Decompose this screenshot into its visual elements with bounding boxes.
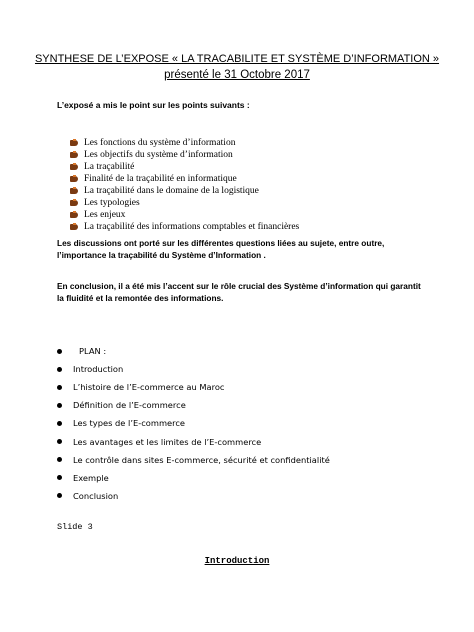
hand-pointer-icon xyxy=(70,223,78,231)
intro-text: L’exposé a mis le point sur les points suivants : xyxy=(57,100,250,110)
list-item xyxy=(57,487,330,505)
slide-label: Slide 3 xyxy=(57,522,93,532)
plan-item-label: Le contrôle dans sites E-commerce, sécurité et confidentialité xyxy=(73,454,330,465)
hand-pointer-icon xyxy=(70,139,78,147)
hand-pointer-icon xyxy=(70,211,78,219)
list-item xyxy=(70,161,299,173)
list-item xyxy=(57,451,330,469)
hand-pointer-icon xyxy=(70,151,78,159)
bullet-icon xyxy=(57,385,62,390)
list-item xyxy=(57,396,330,414)
conclusion-paragraph: En conclusion, il a été mis l’accent sur le rôle crucial des Système d’information qui garantit la fluidité et la remontée des informations. xyxy=(57,281,421,303)
list-item xyxy=(70,197,299,209)
discussion-paragraph: Les discussions ont porté sur les différentes questions liées au sujete, entre outre, l’importance la traçabilité du Système d’Information . xyxy=(57,238,385,260)
bullet-icon xyxy=(57,475,62,480)
section-heading: Introduction xyxy=(204,556,270,566)
hand-pointer-icon xyxy=(70,175,78,183)
plan-heading: PLAN : xyxy=(79,346,107,357)
plan-item-label: L’histoire de l’E-commerce au Maroc xyxy=(73,382,225,393)
topics-list xyxy=(70,137,299,233)
plan-item-label: Exemple xyxy=(73,472,109,483)
document-date: présenté le 31 Octobre 2017 xyxy=(164,69,310,81)
topic-label: Finalité de la traçabilité en informatique xyxy=(84,174,237,184)
list-item xyxy=(57,378,330,396)
bullet-icon xyxy=(57,493,62,498)
list-item xyxy=(70,209,299,221)
topic-label: Les objectifs du système d’information xyxy=(84,150,233,160)
plan-item-label: Les avantages et les limites de l’E-commerce xyxy=(73,436,262,447)
topic-label: Les fonctions du système d’information xyxy=(84,138,236,148)
topic-label: La traçabilité dans le domaine de la logistique xyxy=(84,186,259,196)
list-item xyxy=(70,173,299,185)
topic-label: Les typologies xyxy=(84,198,140,208)
bullet-icon xyxy=(57,457,62,462)
list-item xyxy=(57,360,330,378)
plan-item-label: Définition de l’E-commerce xyxy=(73,400,186,411)
document-title: SYNTHESE DE L’EXPOSE « LA TRACABILITE ET SYSTÈME D’INFORMATION » xyxy=(34,53,440,65)
bullet-icon xyxy=(57,367,62,372)
hand-pointer-icon xyxy=(70,163,78,171)
list-item xyxy=(70,185,299,197)
plan-item-label: Les types de l’E-commerce xyxy=(73,418,186,429)
list-item xyxy=(57,342,330,360)
list-item xyxy=(70,137,299,149)
plan-list xyxy=(57,342,330,505)
bullet-icon xyxy=(57,439,62,444)
list-item xyxy=(57,469,330,487)
plan-item-label: Conclusion xyxy=(73,490,119,501)
list-item xyxy=(57,432,330,450)
bullet-icon xyxy=(57,349,62,354)
topic-label: Les enjeux xyxy=(84,210,126,220)
list-item xyxy=(57,414,330,432)
topic-label: La traçabilité xyxy=(84,162,135,172)
hand-pointer-icon xyxy=(70,187,78,195)
plan-item-label: Introduction xyxy=(73,364,124,375)
list-item xyxy=(70,149,299,161)
list-item xyxy=(70,221,299,233)
topic-label: La traçabilité des informations comptables et financières xyxy=(84,222,300,232)
bullet-icon xyxy=(57,421,62,426)
bullet-icon xyxy=(57,403,62,408)
hand-pointer-icon xyxy=(70,199,78,207)
